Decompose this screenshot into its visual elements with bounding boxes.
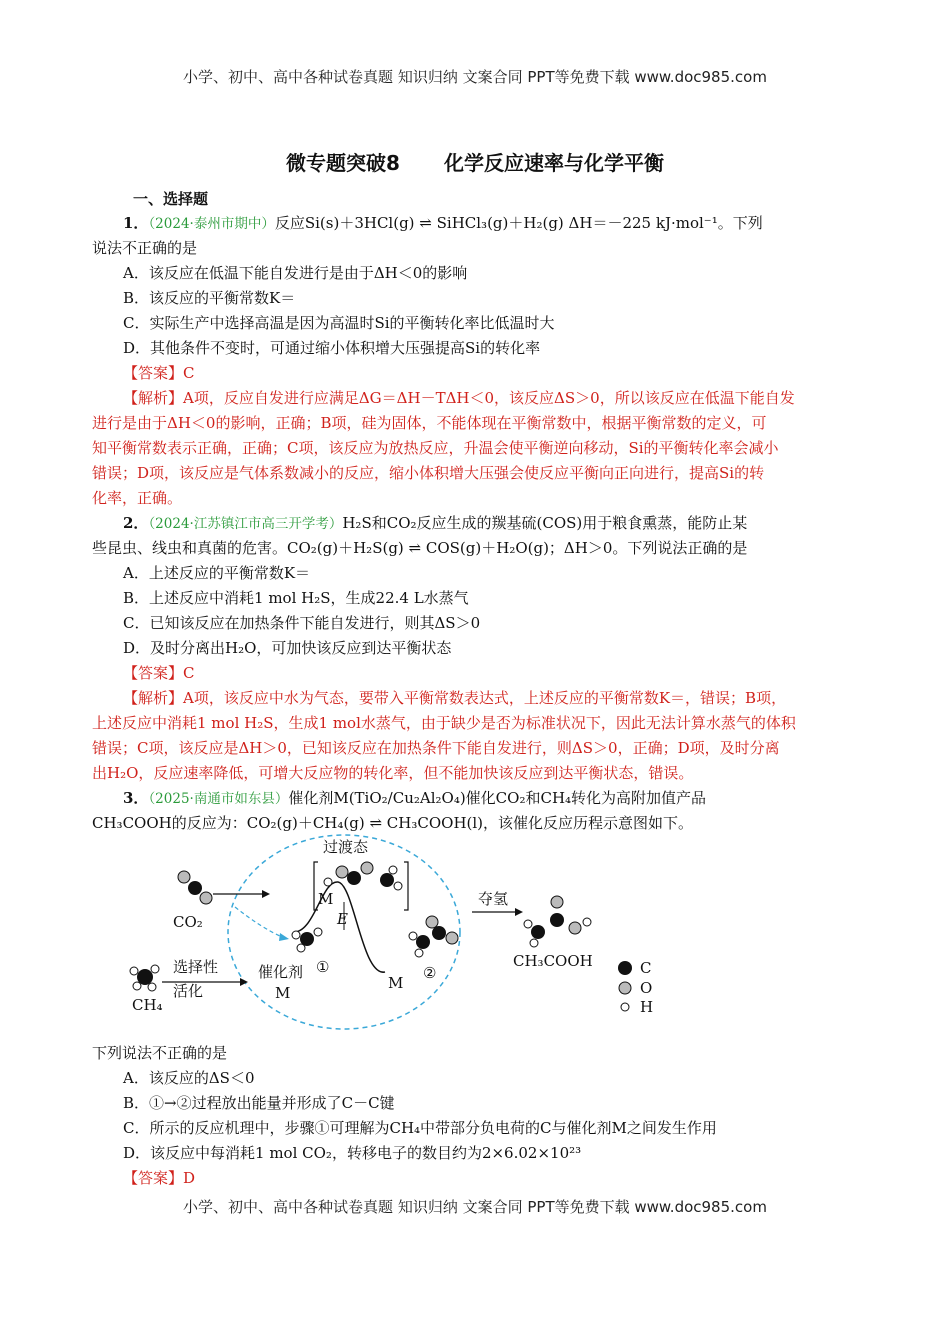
q3-answer — [123, 1166, 891, 1190]
legend-o-dot — [619, 982, 631, 994]
co2-arrowhead — [262, 890, 270, 898]
dashed-arrowhead — [279, 933, 289, 941]
q2-analysis1: A项，该反应中水为气态，要带入平衡常数表达式，上述反应的平衡常数K＝，错误；B项， — [183, 689, 787, 707]
legend-c-dot — [618, 961, 632, 975]
q3-source: （2025·南通市如东县） — [148, 791, 289, 807]
q1-analysis-line2: 进行是由于ΔH＜0的影响，正确；B项，硅为固体，不能体现在平衡常数中，根据平衡常数的定义，可 — [92, 414, 767, 432]
q1-option-d: D．其他条件不变时，可通过缩小体积增大压强提高Si的转化率 — [123, 339, 541, 357]
q3-stem1: 催化剂M(TiO₂/Cu₂Al₂O₄)催化CO₂和CH₄转化为高附加值产品 — [288, 789, 707, 807]
label-M-ts: M — [318, 890, 334, 908]
label-M: M — [275, 984, 291, 1002]
q2-option-d: D．及时分离出H₂O，可加快该反应到达平衡状态 — [123, 639, 452, 657]
q1-source: （2024·泰州市期中） — [148, 216, 275, 232]
label-selective1: 选择性 — [173, 958, 219, 976]
q1-analysis1: A项，反应自发进行应满足ΔG＝ΔH－TΔH＜0，该反应ΔS＞0，所以该反应在低温下能自发 — [183, 389, 795, 407]
q2-analysis-line2: 上述反应中消耗1 mol H₂S，生成1 mol水蒸气，由于缺少是否为标准状况下，因此无法计算水蒸气的体积 — [92, 714, 796, 732]
q2-analysis-label: 【解析】 — [123, 689, 184, 707]
q3-option-b: B．①→②过程放出能量并形成了C－C键 — [123, 1094, 395, 1112]
q3-stem-line3: 下列说法不正确的是 — [92, 1044, 228, 1062]
label-selective2: 活化 — [173, 982, 204, 1000]
q2-option-b: B．上述反应中消耗1 mol H₂S，生成22.4 L水蒸气 — [123, 589, 469, 607]
q2-option-c: C．已知该反应在加热条件下能自发进行，则其ΔS＞0 — [123, 614, 481, 632]
footer-banner: 小学、初中、高中各种试卷真题 知识归纳 文案合同 PPT等免费下载 www.doc985.com — [183, 1198, 767, 1216]
legend-h-label: H — [640, 998, 654, 1016]
label-co2: CO₂ — [173, 913, 203, 931]
q1-stem-line2: 说法不正确的是 — [92, 239, 198, 257]
label-energy: E — [337, 910, 348, 928]
q3-option-a: A．该反应的ΔS＜0 — [123, 1069, 255, 1087]
adsorbed-molecule — [292, 928, 322, 952]
q3-option-c: C．所示的反应机理中，步骤①可理解为CH₄中带部分负电荷的C与催化剂M之间发生作用 — [123, 1119, 717, 1137]
co2-molecule — [178, 871, 212, 904]
q2-answer-label: 【答案】 — [123, 664, 184, 682]
label-M2: M — [388, 974, 404, 992]
label-dehydro: 夺氢 — [478, 890, 509, 908]
label-transition-state: 过渡态 — [323, 838, 369, 856]
q1-answer-label: 【答案】 — [123, 364, 184, 382]
label-catalyst: 催化剂 — [258, 963, 304, 981]
q2-number: 2． — [123, 514, 149, 532]
transition-state-molecule — [324, 862, 402, 890]
label-circle2: ② — [423, 964, 437, 982]
q3-number: 3． — [123, 789, 149, 807]
q1-number: 1． — [123, 214, 149, 232]
q2-analysis-line4: 出H₂O，反应速率降低，可增大反应物的转化率，但不能加快该反应到达平衡状态，错误。 — [92, 764, 694, 782]
ch4-molecule — [130, 965, 159, 991]
legend-c-label: C — [640, 959, 652, 977]
page-title — [0, 147, 950, 176]
catalyst-boundary-ellipse — [228, 835, 460, 1029]
q1-answer — [123, 361, 891, 385]
q3-stem-line2: CH₃COOH的反应为：CO₂(g)＋CH₄(g) ⇌ CH₃COOH(l)，该催化反应历程示意图如下。 — [92, 814, 694, 832]
dashed-arrow — [235, 907, 282, 937]
q2-analysis-line1 — [123, 686, 891, 710]
q3-stem-line1 — [123, 786, 891, 811]
q1-analysis-label: 【解析】 — [123, 389, 184, 407]
q2-option-a: A．上述反应的平衡常数K＝ — [123, 564, 311, 582]
q2-answer — [123, 661, 891, 685]
q1-analysis-line4: 错误；D项，该反应是气体系数减小的反应，缩小体积增大压强会使反应平衡向正向进行，提高Si的转 — [92, 464, 765, 482]
q1-analysis-line5: 化率，正确。 — [92, 489, 183, 507]
q2-stem1: H₂S和CO₂反应生成的羰基硫(COS)用于粮食熏蒸，能防止某 — [342, 514, 748, 532]
title-left: 微专题突破8 — [286, 151, 400, 175]
q3-answer-label: 【答案】 — [123, 1169, 184, 1187]
q3-answer-value: D — [183, 1169, 196, 1187]
legend-h-dot — [621, 1003, 629, 1011]
q2-answer-value: C — [183, 664, 195, 682]
q2-source: （2024·江苏镇江市高三开学考） — [148, 516, 343, 532]
intermediate-molecule — [409, 916, 458, 957]
q1-analysis-line3: 知平衡常数表示正确，正确；C项，该反应为放热反应，升温会使平衡逆向移动，Si的平衡转化率会减小 — [92, 439, 779, 457]
q1-stem-line1 — [123, 211, 891, 236]
title-right: 化学反应速率与化学平衡 — [443, 151, 664, 175]
q1-option-c: C．实际生产中选择高温是因为高温时Si的平衡转化率比低温时大 — [123, 314, 555, 332]
label-ch4: CH₄ — [132, 996, 163, 1014]
ts-bracket-right — [404, 862, 408, 910]
q2-stem-line1 — [123, 511, 891, 536]
header-banner: 小学、初中、高中各种试卷真题 知识归纳 文案合同 PPT等免费下载 www.doc985.com — [183, 68, 767, 86]
dehydro-arrowhead — [515, 908, 523, 916]
activation-arrowhead — [240, 978, 248, 986]
reaction-mechanism-diagram — [110, 832, 670, 1032]
q3-option-d: D．该反应中每消耗1 mol CO₂，转移电子的数目约为2×6.02×10²³ — [123, 1144, 582, 1162]
q1-analysis-line1 — [123, 386, 891, 410]
acetic-acid-molecule — [524, 896, 591, 947]
label-product: CH₃COOH — [513, 952, 593, 970]
legend-o-label: O — [640, 979, 653, 997]
section-heading: 一、选择题 — [133, 190, 209, 208]
q1-option-b: B．该反应的平衡常数K＝ — [123, 289, 296, 307]
q1-option-a: A．该反应在低温下能自发进行是由于ΔH＜0的影响 — [123, 264, 468, 282]
q2-analysis-line3: 错误；C项，该反应是ΔH＞0，已知该反应在加热条件下能自发进行，则ΔS＞0，正确；D项，及时分离 — [92, 739, 780, 757]
q1-answer-value: C — [183, 364, 195, 382]
q2-stem-line2: 些昆虫、线虫和真菌的危害。CO₂(g)＋H₂S(g) ⇌ COS(g)＋H₂O(g)；ΔH＞0。下列说法正确的是 — [92, 539, 748, 557]
label-circle1: ① — [316, 958, 330, 976]
q1-stem1: 反应Si(s)＋3HCl(g) ⇌ SiHCl₃(g)＋H₂(g) ΔH＝－225 kJ·mol⁻¹。下列 — [274, 214, 763, 232]
